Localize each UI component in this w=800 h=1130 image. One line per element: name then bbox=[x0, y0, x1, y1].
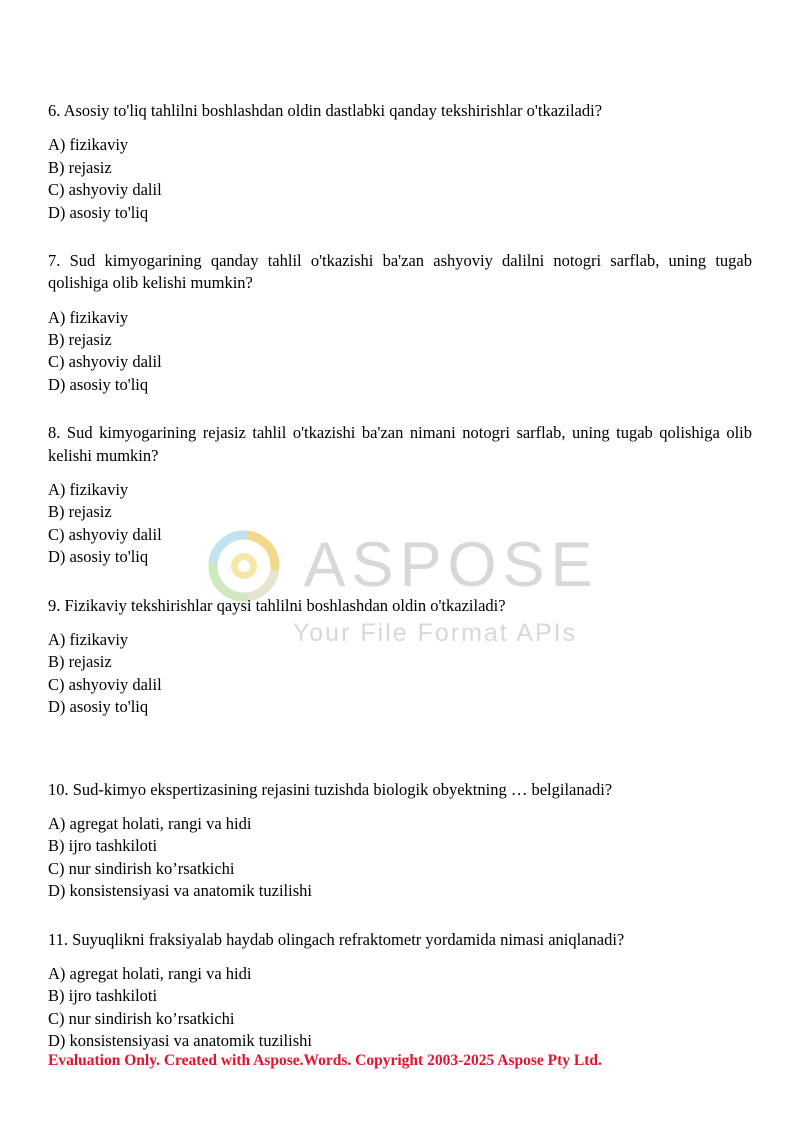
watermark-tagline: Your File Format APIs bbox=[292, 618, 578, 647]
evaluation-notice: Evaluation Only. Created with Aspose.Words. Copyright 2003-2025 Aspose Pty Ltd. bbox=[48, 1052, 602, 1069]
question-block-7 bbox=[48, 250, 752, 396]
answer-list bbox=[48, 134, 752, 224]
answer-option: C) ashyoviy dalil bbox=[48, 524, 162, 544]
evaluation-footer bbox=[48, 1052, 752, 1071]
document-content bbox=[48, 100, 752, 1053]
answer-option: A) fizikaviy bbox=[48, 629, 129, 649]
answer-option: B) rejasiz bbox=[48, 157, 112, 177]
answer-option: B) ijro tashkiloti bbox=[48, 986, 158, 1006]
answer-list bbox=[48, 963, 752, 1053]
answer-list bbox=[48, 479, 752, 569]
answer-option: C) ashyoviy dalil bbox=[48, 674, 162, 694]
answer-list bbox=[48, 629, 752, 719]
question-text: 11. Suyuqlikni fraksiyalab haydab olingach refraktometr yordamida nimasi aniqlanadi? bbox=[48, 929, 625, 949]
answer-option: C) nur sindirish ko’rsatkichi bbox=[48, 858, 235, 878]
answer-option: D) asosiy to'liq bbox=[48, 697, 149, 717]
question-block-6 bbox=[48, 100, 752, 224]
section-spacer bbox=[48, 745, 752, 779]
answer-option: B) rejasiz bbox=[48, 652, 112, 672]
watermark-brand: ASPOSE bbox=[303, 530, 599, 600]
question-block-11 bbox=[48, 929, 752, 1053]
answer-option: A) fizikaviy bbox=[48, 307, 129, 327]
answer-option: A) agregat holati, rangi va hidi bbox=[48, 963, 252, 983]
answer-option: C) nur sindirish ko’rsatkichi bbox=[48, 1008, 235, 1028]
question-text: 7. Sud kimyogarining qanday tahlil o'tkazishi ba'zan ashyoviy dalilni notogri sarflab, uning tugab qolishiga olib kelishi mumkin? bbox=[48, 251, 752, 293]
answer-option: B) rejasiz bbox=[48, 329, 112, 349]
answer-option: D) asosiy to'liq bbox=[48, 374, 149, 394]
answer-option: A) fizikaviy bbox=[48, 479, 129, 499]
answer-option: D) konsistensiyasi va anatomik tuzilishi bbox=[48, 881, 312, 901]
question-text: 6. Asosiy to'liq tahlilni boshlashdan oldin dastlabki qanday tekshirishlar o'tkaziladi? bbox=[48, 101, 603, 120]
question-block-8 bbox=[48, 422, 752, 568]
answer-option: D) asosiy to'liq bbox=[48, 547, 149, 567]
answer-option: B) ijro tashkiloti bbox=[48, 836, 158, 856]
question-text: 9. Fizikaviy tekshirishlar qaysi tahlilni boshlashdan oldin o'tkaziladi? bbox=[48, 595, 506, 615]
answer-option: A) agregat holati, rangi va hidi bbox=[48, 813, 252, 833]
answer-option: D) asosiy to'liq bbox=[48, 202, 149, 222]
answer-list bbox=[48, 307, 752, 397]
question-block-9 bbox=[48, 595, 752, 719]
question-text: 10. Sud-kimyo ekspertizasining rejasini tuzishda biologik obyektning … belgilanadi? bbox=[48, 779, 613, 799]
answer-list bbox=[48, 813, 752, 903]
answer-option: B) rejasiz bbox=[48, 502, 112, 522]
answer-option: D) konsistensiyasi va anatomik tuzilishi bbox=[48, 1031, 312, 1051]
answer-option: C) ashyoviy dalil bbox=[48, 180, 162, 200]
answer-option: C) ashyoviy dalil bbox=[48, 352, 162, 372]
question-text: 8. Sud kimyogarining rejasiz tahlil o'tkazishi ba'zan nimani notogri sarflab, uning tugab qolishiga olib kelishi mumkin? bbox=[48, 423, 752, 465]
question-block-10 bbox=[48, 779, 752, 903]
answer-option: A) fizikaviy bbox=[48, 135, 129, 155]
